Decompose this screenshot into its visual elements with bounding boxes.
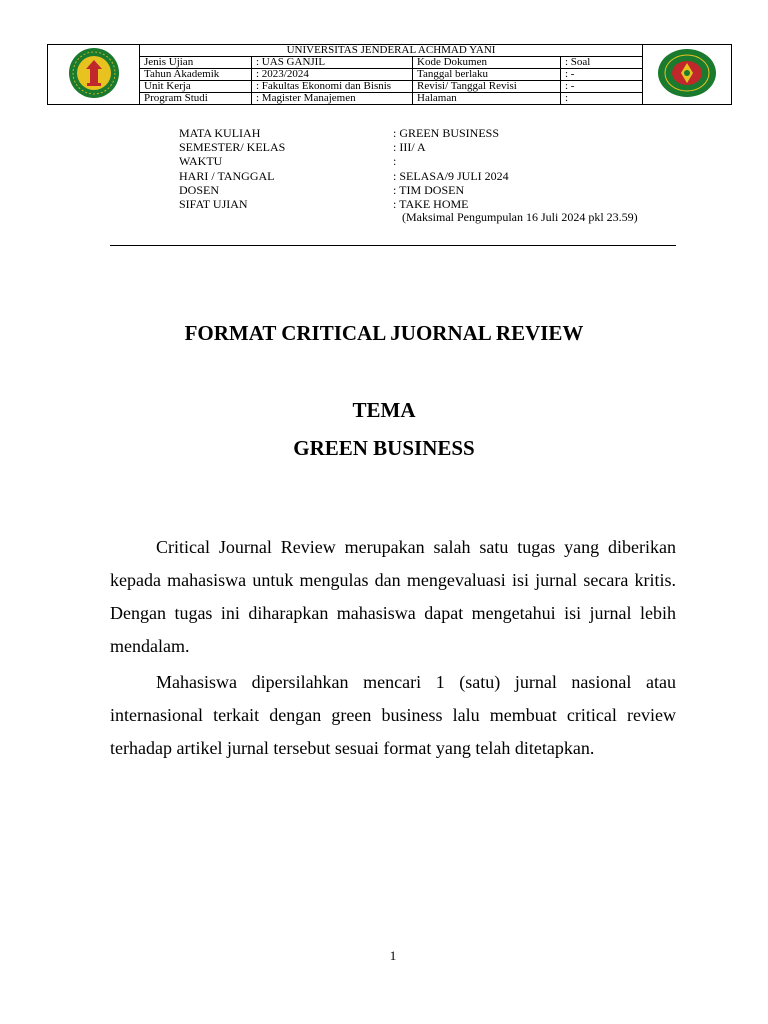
header-label: Unit Kerja — [140, 81, 252, 93]
header-label: Revisi/ Tanggal Revisi — [413, 81, 561, 93]
info-value: : SELASA/9 JULI 2024 — [393, 168, 509, 183]
header-row — [48, 69, 732, 81]
tema-value: GREEN BUSINESS — [293, 436, 475, 460]
submission-deadline-note: (Maksimal Pengumpulan 16 Juli 2024 pkl 23.59) — [402, 210, 638, 224]
header-row — [48, 57, 732, 69]
yayasan-kartika-eka-paksi-logo-icon — [68, 47, 120, 99]
header-label: Kode Dokumen — [413, 57, 561, 69]
header-label: Program Studi — [140, 93, 252, 105]
header-university-row — [48, 45, 732, 57]
document-header-table — [47, 44, 732, 105]
header-row — [48, 81, 732, 93]
header-value: : 2023/2024 — [252, 69, 413, 81]
unjani-university-logo-icon — [656, 47, 718, 99]
paragraph-text: Mahasiswa dipersilahkan mencari 1 (satu) jurnal nasional atau internasional terkait dengan green business lalu membuat critical review terhadap artikel jurnal tersebut sesuai format yang telah ditetapkan. — [110, 672, 676, 758]
info-label: HARI / TANGGAL — [179, 168, 275, 183]
info-value: : III/ A — [393, 140, 426, 155]
header-value: : — [561, 93, 643, 105]
header-value: : Fakultas Ekonomi dan Bisnis — [252, 81, 413, 93]
header-value: : Soal — [561, 57, 643, 69]
info-label: WAKTU — [179, 154, 223, 169]
info-value: : TIM DOSEN — [393, 182, 465, 197]
document-title: FORMAT CRITICAL JUORNAL REVIEW — [184, 321, 584, 345]
body-paragraph — [110, 666, 676, 765]
horizontal-divider — [110, 245, 676, 246]
right-logo-cell — [643, 45, 732, 105]
info-label: MATA KULIAH — [179, 126, 261, 140]
tema-label: TEMA — [352, 398, 416, 422]
info-label: SIFAT UJIAN — [179, 196, 248, 211]
university-name: UNIVERSITAS JENDERAL ACHMAD YANI — [140, 45, 643, 57]
left-logo-cell — [48, 45, 140, 105]
body-paragraph — [110, 531, 676, 663]
info-value: : TAKE HOME — [393, 196, 469, 211]
header-value: : - — [561, 81, 643, 93]
page-number: 1 — [389, 948, 397, 963]
info-label: SEMESTER/ KELAS — [179, 140, 286, 155]
info-value: : GREEN BUSINESS — [393, 126, 500, 140]
header-value: : UAS GANJIL — [252, 57, 413, 69]
header-label: Halaman — [413, 93, 561, 105]
header-row — [48, 93, 732, 105]
header-value: : Magister Manajemen — [252, 93, 413, 105]
header-label: Tanggal berlaku — [413, 69, 561, 81]
paragraph-text: Critical Journal Review merupakan salah satu tugas yang diberikan kepada mahasiswa untuk mengulas dan mengevaluasi isi jurnal secara kritis. Dengan tugas ini diharapkan mahasiswa dapat mengetahui isi jurnal lebih mendalam. — [110, 537, 676, 656]
info-value: : — [393, 154, 397, 169]
header-value: : - — [561, 69, 643, 81]
header-label: Jenis Ujian — [140, 57, 252, 69]
header-label: Tahun Akademik — [140, 69, 252, 81]
info-label: DOSEN — [179, 182, 220, 197]
